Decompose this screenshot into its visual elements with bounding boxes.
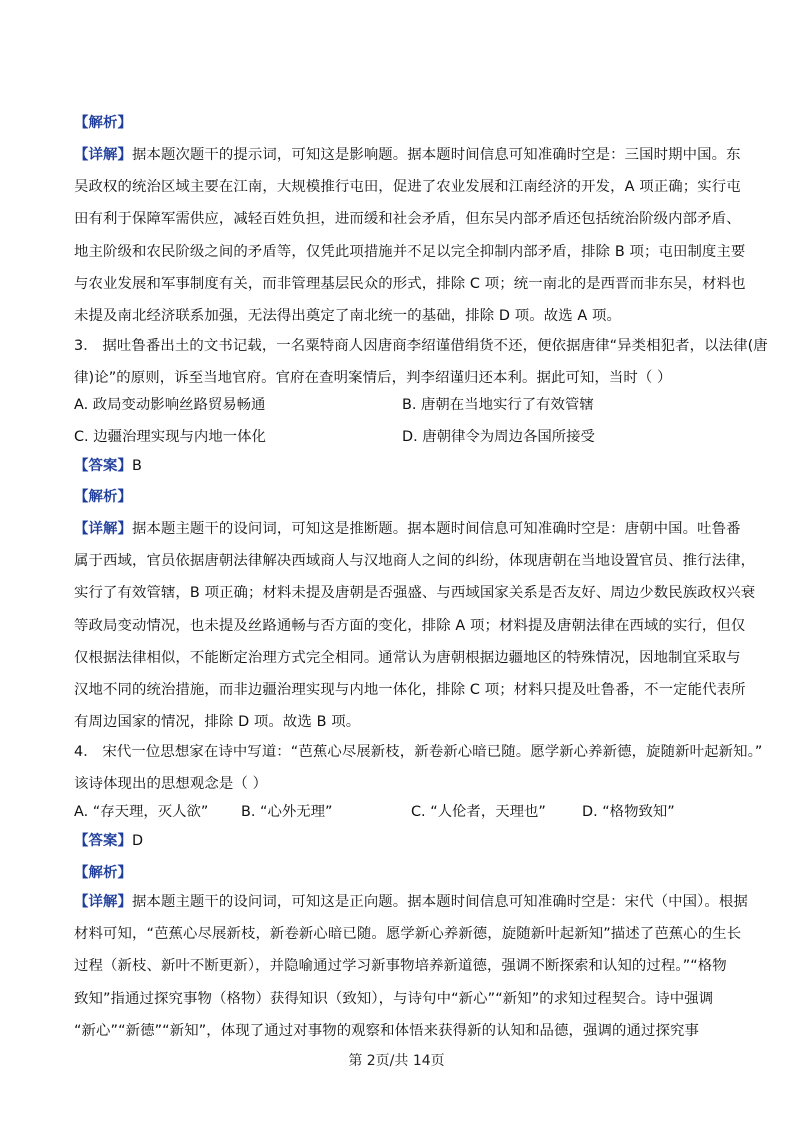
- q3-detail-line: 汉地不同的统治措施，而非边疆治理实现与内地一体化，排除 C 项；材料只提及吐鲁番，不一定能代表所: [74, 682, 746, 699]
- q2-detail-line: 地主阶级和农民阶级之间的矛盾等，仅凭此项措施并不足以完全抑制内部矛盾，排除 B 项；屯田制度主要: [74, 243, 746, 260]
- q2-analysis-heading: [74, 107, 722, 139]
- q3-option-c: C. 边疆治理实现与内地一体化: [74, 429, 266, 445]
- answer-tag: 【答案】: [74, 833, 132, 849]
- q3-option-a: A. 政局变动影响丝路贸易畅通: [74, 397, 266, 413]
- q3-detail: [74, 513, 756, 738]
- q2-detail-line: 吴政权的统治区域主要在江南，大规模推行屯田，促进了农业发展和江南经济的开发，A 项正确；实行屯: [74, 179, 741, 196]
- q3-detail-line: 属于西域，官员依据唐朝法律解决西域商人与汉地商人之间的纠纷，体现唐朝在当地设置官员、推行法律，: [74, 553, 756, 570]
- q2-detail-line: 未提及南北经济联系加强，无法得出奠定了南北统一的基础，排除 D 项。故选 A 项。: [74, 308, 621, 325]
- q3-stem-line: 3． 据吐鲁番出土的文书记载，一名粟特商人因唐商李绍谨借绢货不还，便依据唐律“异类相犯者，以法律(唐: [74, 338, 768, 354]
- q2-detail-line: 田有利于保障军需供应，减轻百姓负担，进而缓和社会矛盾，但东吴内部矛盾还包括统治阶级内部矛盾、: [74, 211, 741, 228]
- q3-option-d: D. 唐朝律令为周边各国所接受: [402, 429, 595, 445]
- answer-value: B: [131, 458, 142, 474]
- page-footer: 第 2页/共 14页: [348, 1053, 445, 1069]
- q4-option-a: A. “存天理，灭人欲”: [74, 804, 209, 820]
- q3-detail-line: 等政局变动情况，也未提及丝路通畅与否方面的变化，排除 A 项；材料提及唐朝法律在西域的实行，但仅: [74, 617, 746, 634]
- answer-value: D: [131, 833, 144, 849]
- q4-stem-line: 4． 宋代一位思想家在诗中写道：“芭蕉心尽展新枝，新卷新心暗已随。愿学新心养新德，旋随新叶起新知。”: [74, 744, 763, 760]
- q3-answer: [74, 450, 722, 482]
- q2-detail-line: 与农业发展和军事制度有关，而非管理基层民众的形式，排除 C 项；统一南北的是西晋而非东吴，材料也: [74, 275, 746, 292]
- q4-detail-line: “新心”“新德”“新知”，体现了通过对事物的观察和体悟来获得新的认知和品德，强调的通过探究事: [74, 1022, 699, 1039]
- detail-tag: 【详解】: [74, 521, 132, 537]
- q3-detail-line: 仅根据法律相似，不能断定治理方式完全相同。通常认为唐朝根据边疆地区的特殊情况，因地制宜采取与: [74, 649, 741, 666]
- q4-detail-line: 【详解】据本题主题干的设问词，可知这是正向题。据本题时间信息可知准确时空是：宋代（中国）。根据: [74, 894, 748, 910]
- q4-stem: [74, 736, 763, 800]
- q2-detail-line: 【详解】据本题次题干的提示词，可知这是影响题。据本题时间信息可知准确时空是：三国时期中国。东: [74, 147, 741, 163]
- q3-detail-line: 实行了有效管辖，B 项正确；材料未提及唐朝是否强盛、与西域国家关系是否友好、周边少数民族政权兴衰: [74, 585, 756, 602]
- answer-tag: 【答案】: [74, 458, 132, 474]
- analysis-tag: 【解析】: [74, 115, 132, 131]
- q3-stem: [74, 330, 768, 394]
- q3-detail-line: 有周边国家的情况，排除 D 项。故选 B 项。: [74, 714, 361, 731]
- q4-answer: [74, 825, 722, 857]
- q3-detail-line: 【详解】据本题主题干的设问词，可知这是推断题。据本题时间信息可知准确时空是：唐朝中国。吐鲁番: [74, 521, 741, 537]
- detail-tag: 【详解】: [74, 894, 132, 910]
- q4-detail-line: 致知”指通过探究事物（格物）获得知识（致知），与诗句中“新心”“新知”的求知过程契合。诗中强调: [74, 990, 714, 1007]
- q3-option-b: B. 唐朝在当地实行了有效管辖: [402, 397, 594, 413]
- q3-stem-line: 律)论”的原则，诉至当地官府。官府在查明案情后，判李绍谨归还本利。据此可知，当时（ ）: [74, 370, 672, 387]
- q4-detail: [74, 886, 748, 1047]
- q4-option-d: D. “格物致知”: [582, 804, 675, 820]
- q4-analysis-heading: [74, 857, 722, 889]
- q2-detail: [74, 139, 746, 332]
- q4-detail-line: 过程（新枝、新叶不断更新），并隐喻通过学习新事物培养新道德，强调不断探索和认知的过程。”“格物: [74, 958, 727, 975]
- detail-tag: 【详解】: [74, 147, 132, 163]
- analysis-tag: 【解析】: [74, 489, 132, 505]
- analysis-tag: 【解析】: [74, 865, 132, 881]
- q3-analysis-heading: [74, 481, 722, 513]
- q4-stem-line: 该诗体现出的思想观念是（ ）: [74, 776, 268, 793]
- q4-detail-line: 材料可知，“芭蕉心尽展新枝，新卷新心暗已随。愿学新心养新德，旋随新叶起新知”描述了芭蕉心的生长: [74, 926, 742, 943]
- q4-option-b: B. “心外无理”: [241, 804, 333, 820]
- q4-option-c: C. “人伦者，天理也”: [411, 804, 546, 820]
